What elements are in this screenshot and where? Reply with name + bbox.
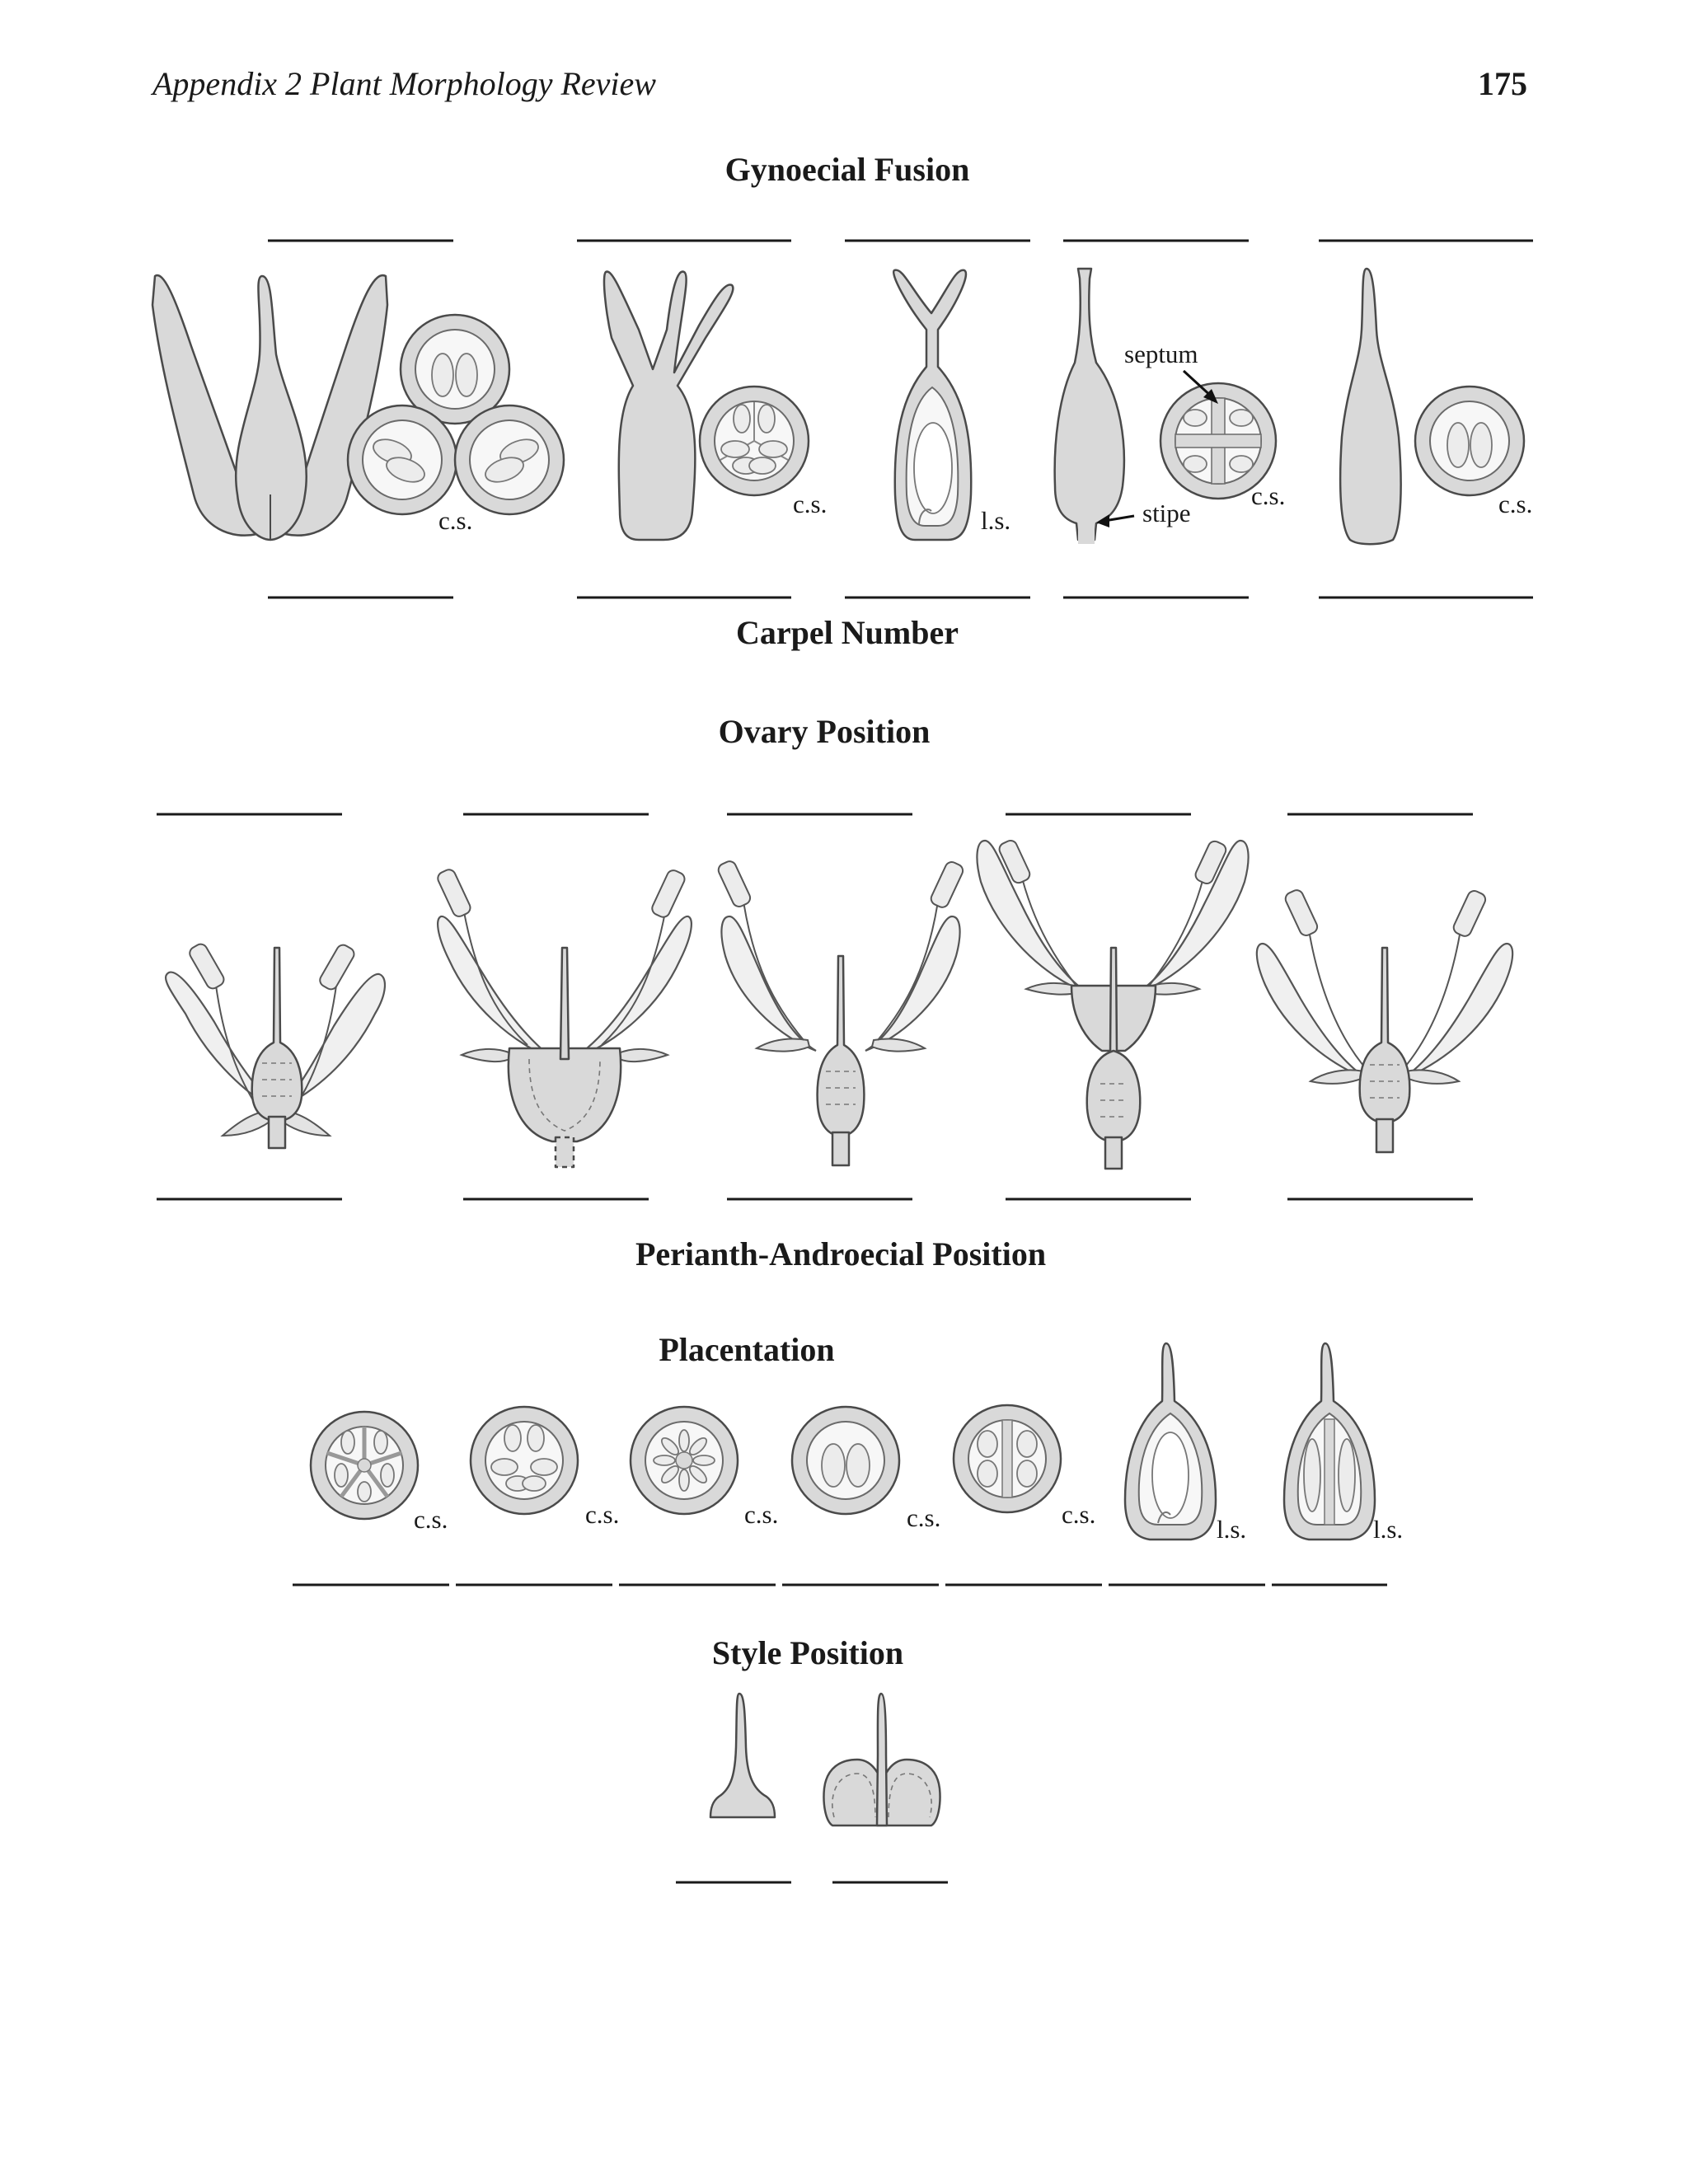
flower-epigynous	[436, 868, 692, 1167]
section-title-style-position: Style Position	[711, 1634, 904, 1671]
label-cs: c.s.	[414, 1505, 448, 1534]
label-cs: c.s.	[907, 1503, 941, 1532]
label-cs: c.s.	[793, 490, 828, 518]
gynoecium-simple	[1340, 269, 1401, 544]
section-title-ovary-position: Ovary Position	[718, 713, 931, 750]
style-gynobasic	[823, 1694, 940, 1825]
placentation-basal-ls	[1125, 1343, 1216, 1540]
label-ls: l.s.	[1217, 1515, 1247, 1544]
label-septum: septum	[1124, 340, 1198, 368]
section-title-perianth-androecial-position: Perianth-Androecial Position	[635, 1235, 1047, 1272]
label-stipe: stipe	[1142, 499, 1191, 527]
cross-section-simple	[1415, 387, 1524, 495]
label-cs: c.s.	[1062, 1500, 1096, 1529]
placentation-parietal	[471, 1407, 578, 1514]
flower-hypanthium	[977, 838, 1248, 1169]
gynoecium-longitudinal	[893, 270, 971, 540]
label-ls: l.s.	[981, 506, 1011, 535]
gynoecium-stipitate	[1055, 269, 1124, 544]
placentation-free-central	[631, 1407, 738, 1514]
page-number: 175	[1478, 65, 1527, 102]
cross-section-axile-3	[700, 387, 809, 495]
label-cs: c.s.	[585, 1500, 620, 1529]
placentation-axile	[311, 1412, 418, 1519]
flower-perigynous	[716, 860, 965, 1165]
label-cs: c.s.	[1251, 481, 1286, 510]
placentation-apical-ls	[1284, 1343, 1375, 1540]
gynoecium-apocarpous	[152, 275, 387, 540]
style-terminal	[710, 1694, 775, 1817]
label-cs: c.s.	[1498, 490, 1533, 518]
label-cs: c.s.	[438, 506, 473, 535]
section-title-gynoecial-fusion: Gynoecial Fusion	[724, 151, 970, 188]
label-ls: l.s.	[1373, 1515, 1404, 1544]
flower-hypogynous-alt	[1257, 888, 1512, 1152]
running-head: Appendix 2 Plant Morphology Review	[152, 65, 656, 102]
label-cs: c.s.	[744, 1500, 779, 1529]
placentation-marginal	[792, 1407, 899, 1514]
flower-hypogynous	[166, 942, 385, 1148]
section-title-carpel-number: Carpel Number	[736, 614, 959, 651]
section-title-placentation: Placentation	[659, 1331, 835, 1368]
placentation-axile-2	[954, 1405, 1061, 1512]
